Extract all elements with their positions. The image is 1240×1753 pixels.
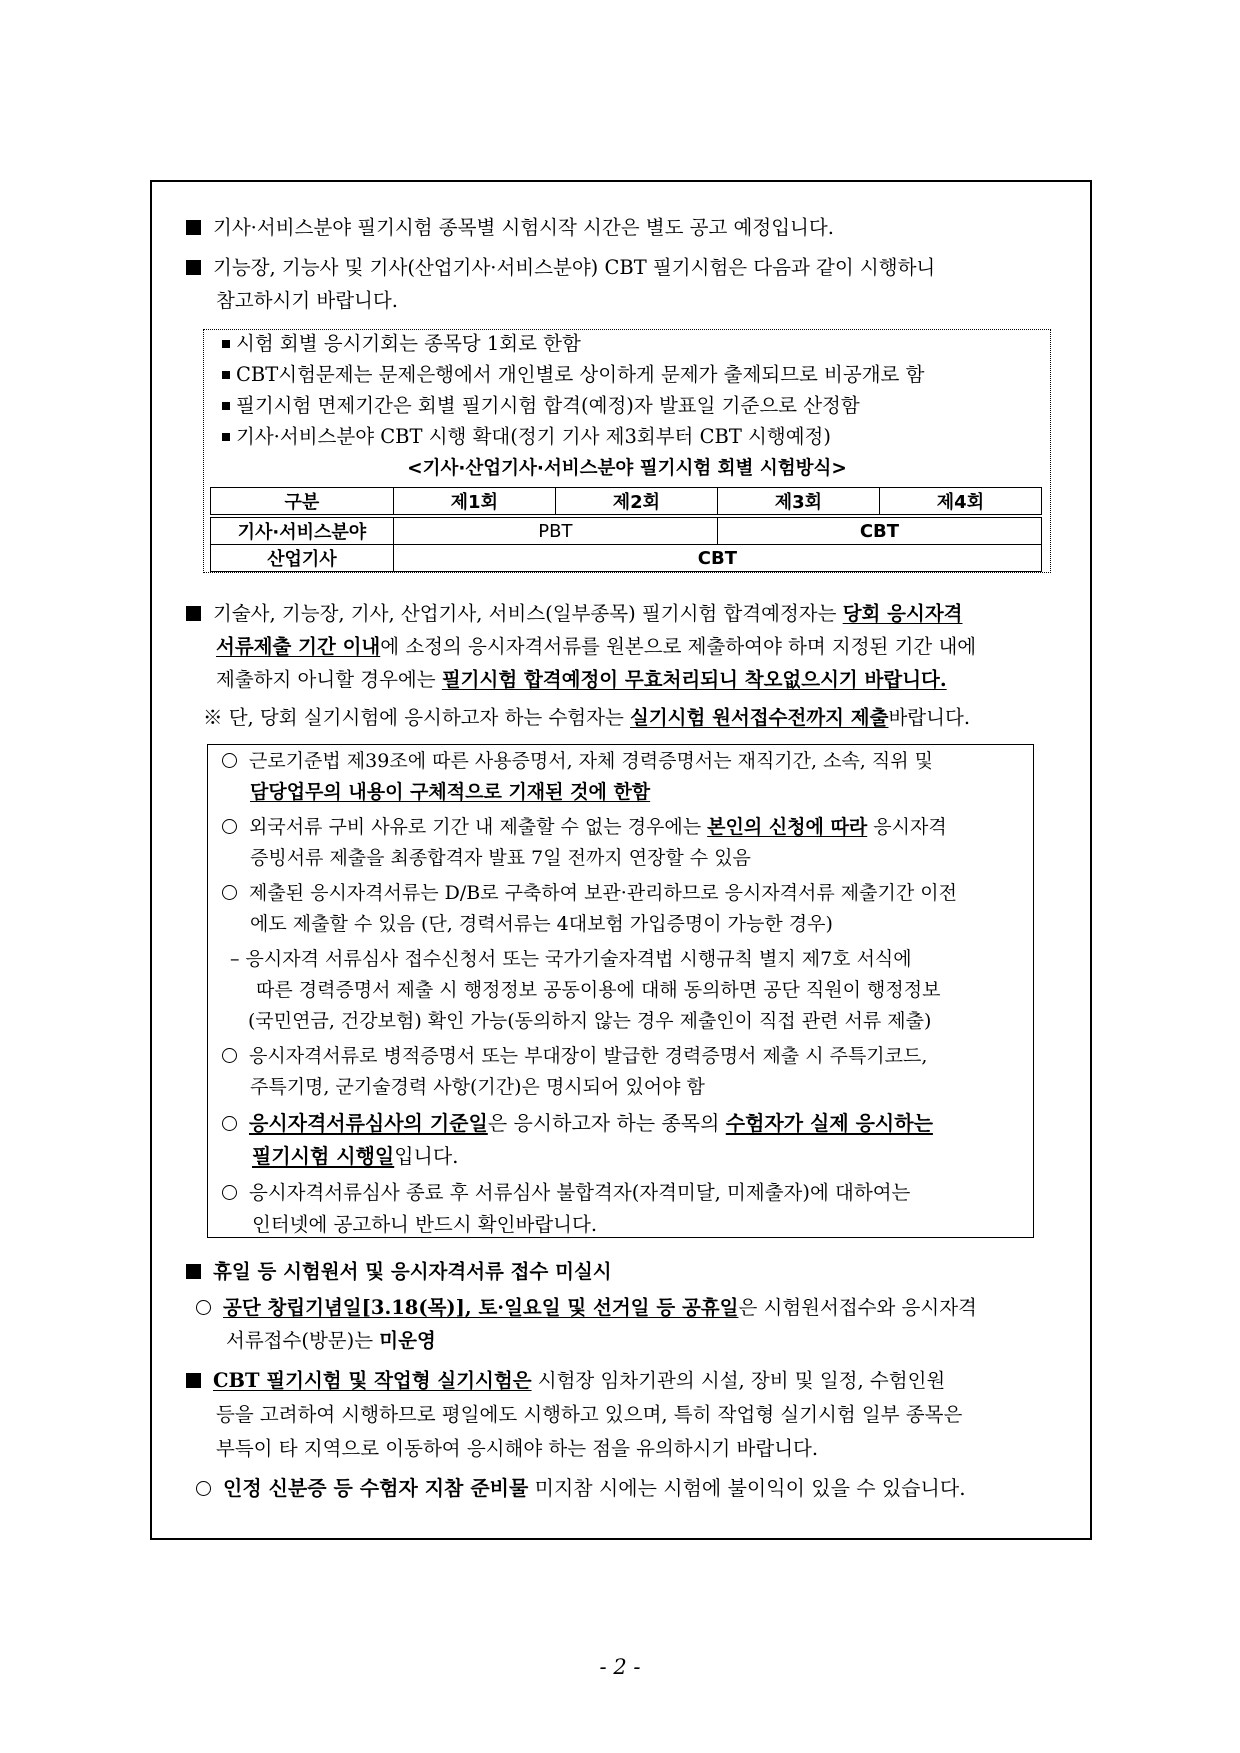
table-header-row [211,488,1042,517]
docs-subitem: – 응시자격 서류심사 접수신청서 또는 국가기술자격법 시행규칙 별지 제7호 서식에 [230,948,912,970]
docs-note: ※ 단, 당회 실기시험에 응시하고자 하는 수험자는 실기시험 원서접수전까지 제출바랍니다. [203,706,971,729]
docs-item: 응시자격서류심사 종료 후 서류심사 불합격자(자격미달, 미제출자)에 대하여는 [222,1180,910,1206]
circle-bullet-icon [222,819,237,834]
header-cell: 제2회 [555,488,717,517]
docs-item-cont: 에도 제출할 수 있음 (단, 경력서류는 4대보험 가입증명이 가능한 경우) [250,913,833,935]
square-bullet-icon [186,606,201,621]
docs-item: 근로기준법 제39조에 따른 사용증명서, 자체 경력증명서는 재직기간, 소속, 직위 및 [222,748,933,774]
square-bullet-icon [186,220,201,235]
page-number: - 2 - [599,1655,641,1679]
docs-notice-cont: 서류제출 기간 이내에 소정의 응시자격서류를 원본으로 제출하여야 하며 지정된 기간 내에 [216,635,977,658]
circle-bullet-icon [196,1300,211,1315]
exam-method-table [210,487,1042,572]
cell-cbt: CBT [717,516,1041,545]
small-square-bullet-icon [222,371,230,379]
docs-subitem-cont: (국민연금, 건강보험) 확인 가능(동의하지 않는 경우 제출인이 직접 관련 서류 제출) [248,1010,932,1032]
docs-item: 외국서류 구비 사유로 기간 내 제출할 수 없는 경우에는 본인의 신청에 따라 응시자격 [222,814,947,840]
docs-item-cont: 증빙서류 제출을 최종합격자 발표 7일 전까지 연장할 수 있음 [250,847,751,869]
circle-bullet-icon [222,753,237,768]
id-notice: 인정 신분증 등 수험자 지참 준비물 미지참 시에는 시험에 불이익이 있을 수 있습니다. [196,1475,966,1501]
docs-item: 제출된 응시자격서류는 D/B로 구축하여 보관·관리하므로 응시자격서류 제출기간 이전 [222,880,957,906]
cbt-item: 기사·서비스분야 CBT 시행 확대(정기 기사 제3회부터 CBT 시행예정) [222,424,831,450]
cell-cbt: CBT [393,545,1041,572]
circle-bullet-icon [196,1481,211,1496]
square-bullet-icon [186,1373,201,1388]
row-label: 산업기사 [211,545,394,572]
notice-item: 기능장, 기능사 및 기사(산업기사·서비스분야) CBT 필기시험은 다음과 같이 시행하니 [186,255,935,281]
circle-bullet-icon [222,1116,237,1131]
notice-item: 기사·서비스분야 필기시험 종목별 시험시작 시간은 별도 공고 예정입니다. [186,215,834,241]
small-square-bullet-icon [222,402,230,410]
docs-item: 응시자격서류심사의 기준일은 응시하고자 하는 종목의 수험자가 실제 응시하는 [222,1110,933,1136]
docs-item-cont: 주특기명, 군기술경력 사항(기간)은 명시되어 있어야 함 [250,1076,705,1098]
row-label: 기사·서비스분야 [211,516,394,545]
cbt-practical-cont: 등을 고려하여 시행하므로 평일에도 시행하고 있으며, 특히 작업형 실기시험 일부 종목은 [216,1403,963,1426]
docs-item-cont: 담당업무의 내용이 구체적으로 기재된 것에 한함 [250,781,651,803]
small-square-bullet-icon [222,433,230,441]
cbt-item: CBT시험문제는 문제은행에서 개인별로 상이하게 문제가 출제되므로 비공개로 함 [222,362,924,388]
header-cell: 구분 [211,488,394,517]
square-bullet-icon [186,1264,201,1279]
docs-notice: 기술사, 기능장, 기사, 산업기사, 서비스(일부종목) 필기시험 합격예정자는 당회 응시자격 [186,601,963,627]
table-row [211,516,1042,545]
header-cell: 제4회 [879,488,1041,517]
small-square-bullet-icon [222,340,230,348]
holiday-item: 공단 창립기념일[3.18(목)], 토·일요일 및 선거일 등 공휴일은 시험원서접수와 응시자격 [196,1295,977,1321]
holiday-title: 휴일 등 시험원서 및 응시자격서류 접수 미실시 [186,1259,612,1285]
cbt-item: 시험 회별 응시기회는 종목당 1회로 한함 [222,331,581,357]
cbt-practical-notice: CBT 필기시험 및 작업형 실기시험은 시험장 임차기관의 시설, 장비 및 일정, 수험인원 [186,1368,945,1394]
docs-item-cont: 필기시험 시행일입니다. [252,1144,459,1168]
docs-notice-cont: 제출하지 아니할 경우에는 필기시험 합격예정이 무효처리되니 착오없으시기 바랍니다. [216,668,947,691]
docs-item-cont: 인터넷에 공고하니 반드시 확인바랍니다. [252,1213,598,1236]
cbt-item: 필기시험 면제기간은 회별 필기시험 합격(예정)자 발표일 기준으로 산정함 [222,393,860,419]
header-cell: 제1회 [393,488,555,517]
square-bullet-icon [186,260,201,275]
header-cell: 제3회 [717,488,879,517]
cbt-practical-cont: 부득이 타 지역으로 이동하여 응시해야 하는 점을 유의하시기 바랍니다. [216,1437,819,1460]
holiday-item-cont: 서류접수(방문)는 미운영 [226,1329,436,1352]
notice-item-cont: 참고하시기 바랍니다. [216,289,398,312]
table-row [211,545,1042,572]
circle-bullet-icon [222,1185,237,1200]
docs-subitem-cont: 따른 경력증명서 제출 시 행정정보 공동이용에 대해 동의하면 공단 직원이 행정정보 [256,979,941,1001]
table-title: <기사·산업기사·서비스분야 필기시험 회별 시험방식> [407,458,847,479]
cell-pbt: PBT [393,516,717,545]
circle-bullet-icon [222,1048,237,1063]
circle-bullet-icon [222,885,237,900]
docs-item: 응시자격서류로 병적증명서 또는 부대장이 발급한 경력증명서 제출 시 주특기코드, [222,1043,927,1069]
